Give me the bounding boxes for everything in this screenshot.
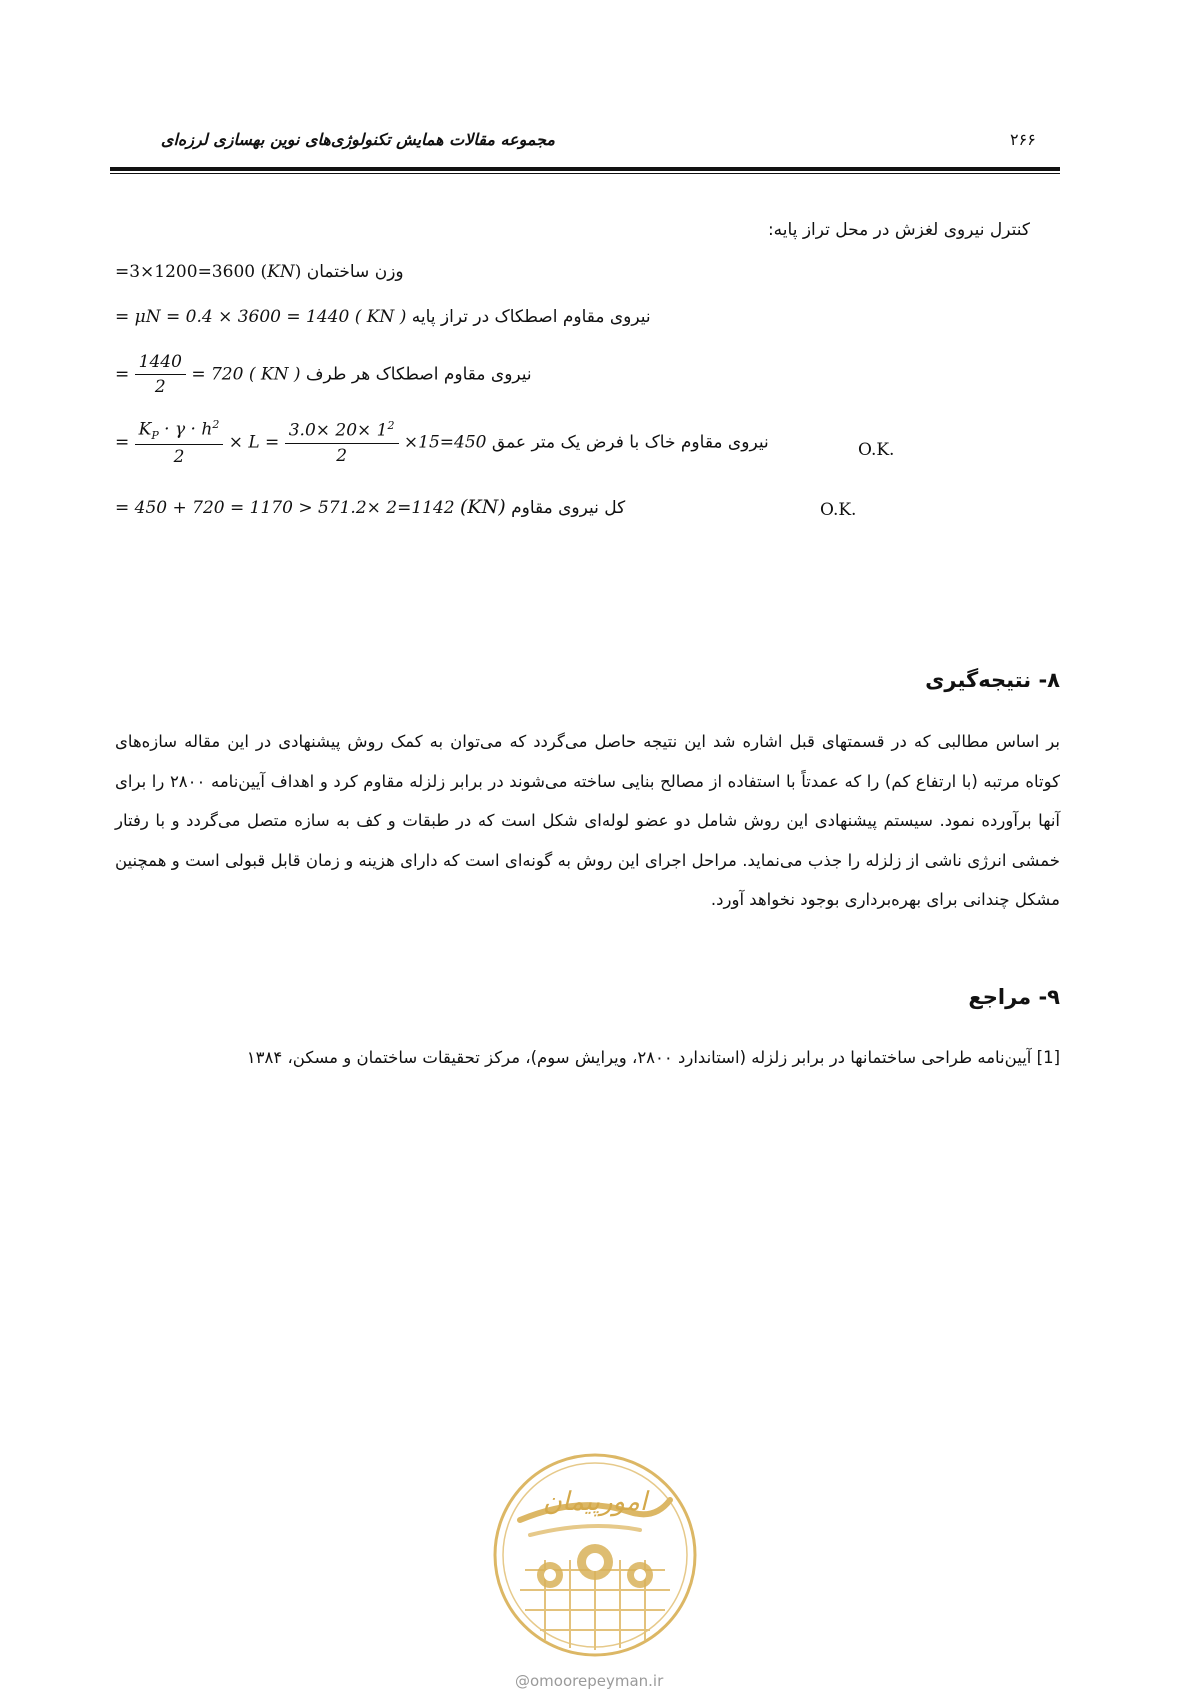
formula-soil-resistance: = $\frac{K_P \cdot \gamma \cdot h^2}{2}$ × L = $\frac{3.0\times 20\times 1^2}{2}$ ×15=450 نیروی مقاوم خاک با فرض یک متر عمق	[115, 418, 769, 468]
ok-mark: O.K.	[858, 440, 895, 460]
formula-expr: = 720 ( KN )	[191, 364, 301, 385]
formula-label: نیروی مقاوم اصطکاک در تراز پایه	[411, 307, 651, 327]
fraction: $\frac{3.0\times 20\times 1^2}{2}$	[285, 419, 399, 466]
section-heading-conclusion: ۸- نتیجه‌گیری	[925, 668, 1060, 692]
formula-unit: (KN)	[460, 496, 506, 518]
page-number: ۲۶۶	[1010, 130, 1036, 149]
sliding-check-intro: کنترل نیروی لغزش در محل تراز پایه:	[767, 220, 1030, 240]
formula-label: نیروی مقاوم اصطکاک هر طرف	[305, 364, 532, 385]
formula-expr: =3×1200=3600 (	[115, 262, 268, 282]
formula-expr: × L =	[228, 432, 280, 453]
ok-mark: O.K.	[820, 500, 857, 520]
watermark-url: @omoorepeyman.ir	[515, 1672, 664, 1690]
reference-item: [1] آیین‌نامه طراحی ساختمانها در برابر زلزله (استاندارد ۲۸۰۰، ویرایش سوم)، مرکز تحقیقات ساختمان و مسکن، ۱۳۸۴	[246, 1048, 1060, 1067]
running-header-title: مجموعه مقالات همایش تکنولوژی‌های نوین بهسازی لرزه‌ای	[160, 130, 555, 149]
formula-total-resistance	[115, 496, 625, 518]
formula-label: کل نیروی مقاوم	[511, 498, 626, 518]
formula-side-friction: = $\frac{1440}{2}$ = 720 ( KN ) نیروی مقاوم اصطکاک هر طرف	[115, 352, 532, 397]
fraction: $\frac{K_P \cdot \gamma \cdot h^2}{2}$	[135, 418, 224, 467]
header-rule-thick	[110, 167, 1060, 171]
formula-label: نیروی مقاوم خاک با فرض یک متر عمق	[491, 432, 769, 453]
conclusion-paragraph: بر اساس مطالبی که در قسمتهای قبل اشاره شد این نتیجه حاصل می‌گردد که می‌توان به کمک روش پیشنهادی در این مقاله سازه‌های کوتاه مرتبه (با ارتفاع کم) را که عمدتاً با استفاده از مصالح بنایی ساخته می‌شوند در برابر زلزله مقاوم کرد و اهداف آیین‌نامه ۲۸۰۰ را برای آنها برآورده نمود. سیستم پیشنهادی این روش شامل دو عضو لوله‌ای شکل است که در طبقات و کف به سازه متصل می‌گردد و با رفتار خمشی انرژی ناشی از زلزله را جذب می‌نماید. مراحل اجرای این روش به گونه‌ای است که دارای هزینه و زمان قابل قبولی است و همچنین مشکل چندانی برای بهره‌برداری بوجود نخواهد آورد.	[115, 732, 1060, 909]
header-rule-thin	[110, 173, 1060, 174]
formula-label: وزن ساختمان	[306, 262, 404, 282]
formula-unit: KN	[267, 262, 295, 282]
formula-base-friction	[115, 307, 651, 327]
svg-text:امورپیمان: امورپیمان	[542, 1487, 648, 1517]
formula-expr: = 450 + 720 = 1170 > 571.2× 2=1142	[115, 498, 455, 518]
fraction: $\frac{1440}{2}$	[135, 352, 186, 397]
formula-expr: = μN = 0.4 × 3600 = 1440 ( KN )	[115, 307, 407, 327]
formula-building-weight: =3×1200=3600 (KN) وزن ساختمان	[115, 262, 404, 282]
section-heading-references: ۹- مراجع	[968, 985, 1060, 1009]
formula-result: ×15=450	[403, 432, 487, 453]
watermark-logo	[490, 1450, 700, 1660]
